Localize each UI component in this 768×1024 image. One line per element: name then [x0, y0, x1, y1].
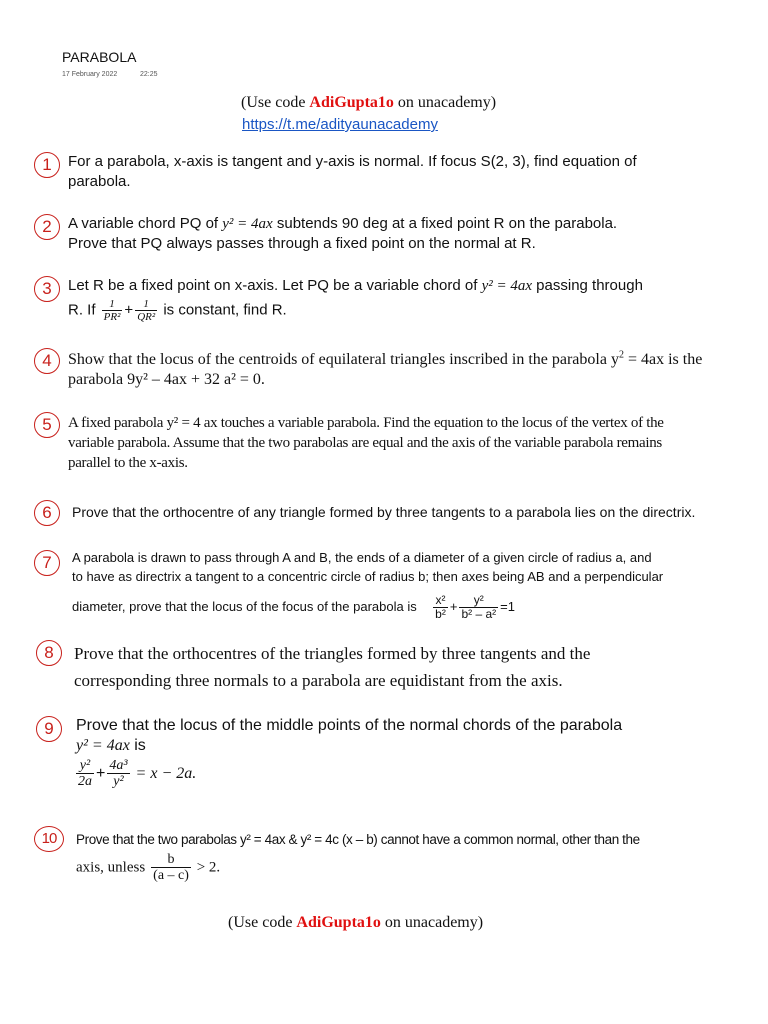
promo-line-bottom: (Use code AdiGupta1o on unacademy) [228, 914, 484, 931]
question-number-7: 7 [34, 550, 60, 576]
question-7: A parabola is drawn to pass through A and B, the ends of a diameter of a given circle of radius a, and to have as directrix a tangent to a concentric circle of radius b; then axes being AB and a perpendicular diameter, prove that the locus of the focus of the parabola is $\frac{\text{x²}}{\text{b²}}$ + $\frac{\text{y²}}{\text{b² – a²}}$ =1 [72, 550, 664, 622]
question-number-4: 4 [34, 348, 60, 374]
note-time: 22:25 [140, 71, 158, 78]
question-4: Show that the locus of the centroids of equilateral triangles inscribed in the parabola $y^2 = 4ax$ is the parabola 9y² – 4ax + 32 a² = 0. [68, 349, 703, 388]
question-3: Let R be a fixed point on x-axis. Let PQ be a variable chord of y² = 4ax passing through R. If $\frac{1}{\text{PR²}}$ + $\frac{1}{\text{QR²}}$ is constant, find R. [68, 277, 643, 324]
question-number-9: 9 [36, 716, 62, 742]
promo-code: AdiGupta1o [309, 94, 394, 111]
fraction-4a3-over-y2: $\frac{\text{4a³}}{\text{y²}}$ [109, 758, 128, 790]
question-9: Prove that the locus of the middle points of the normal chords of the parabola y² = 4ax is $\frac{\text{y²}}{2a}$ + $\frac{\text{4a³}}{\text{y²}}$ = x − 2a. [76, 717, 623, 790]
question-2: A variable chord PQ of y² = 4ax subtends 90 deg at a fixed point R on the parabola. Prove that PQ always passes through a fixed point on the normal at R. [68, 215, 618, 252]
fraction-y2-over-2a: $\frac{\text{y²}}{2a}$ [78, 758, 92, 790]
question-number-2: 2 [34, 214, 60, 240]
note-date: 17 February 2022 [62, 71, 118, 78]
question-number-1: 1 [34, 152, 60, 178]
question-10: Prove that the two parabolas y² = 4ax & y² = 4c (x – b) cannot have a common normal, other than the [76, 832, 640, 847]
page-title: PARABOLA [62, 49, 137, 65]
promo-line-top: (Use code AdiGupta1o on unacademy) [241, 94, 497, 111]
fraction-x2-over-b2: $\frac{\text{x²}}{\text{b²}}$ [435, 593, 446, 622]
question-number-5: 5 [34, 412, 60, 438]
fraction-1-over-pr2: $\frac{1}{\text{PR²}}$ [103, 298, 121, 324]
fraction-y2-over-b2-a2: $\frac{\text{y²}}{\text{b² – a²}}$ [461, 593, 497, 622]
fraction-b-over-a-minus-c: $\frac{b}{(a - c)}$ [153, 852, 189, 884]
question-10-line-2: axis, unless $\frac{b}{(a - c)}$ > 2. [76, 852, 221, 884]
question-number-8: 8 [36, 640, 62, 666]
fraction-1-over-qr2: $\frac{1}{\text{QR²}}$ [137, 298, 156, 324]
question-number-3: 3 [34, 276, 60, 302]
question-8: Prove that the orthocentres of the triangles formed by three tangents and the corresponding three normals to a parabola are equidistant from the axis. [74, 644, 591, 690]
question-number-6: 6 [34, 500, 60, 526]
question-5: A fixed parabola y² = 4 ax touches a variable parabola. Find the equation to the locus of the vertex of the variable parabola. Assume that the two parabolas are equal and the axis of the variable parabola remains parallel to the x-axis. [68, 415, 664, 471]
promo-code-bottom: AdiGupta1o [296, 914, 381, 931]
telegram-link[interactable]: https://t.me/adityaunacademy [242, 116, 438, 133]
question-1: For a parabola, x-axis is tangent and y-axis is normal. If focus S(2, 3), find equation of parabola. [68, 153, 637, 190]
equation-y2-4ax: y² = 4ax [222, 216, 273, 232]
question-number-10: 10 [34, 826, 64, 852]
question-6: Prove that the orthocentre of any triangle formed by three tangents to a parabola lies on the directrix. [72, 504, 696, 520]
